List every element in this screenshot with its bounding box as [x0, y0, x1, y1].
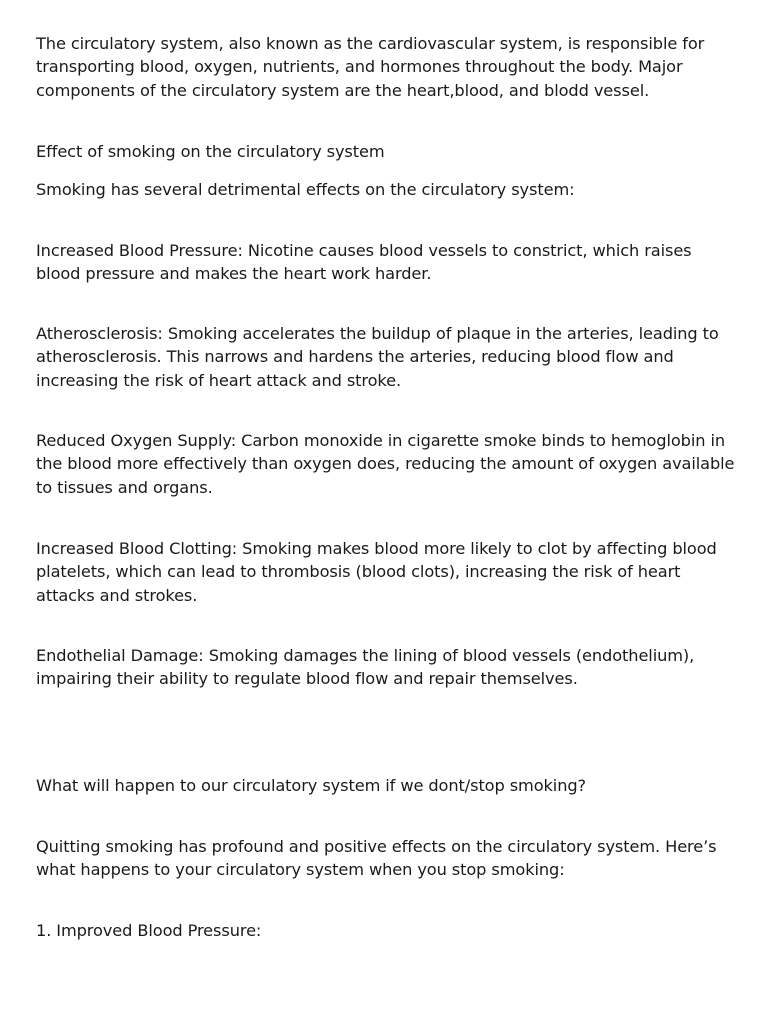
section-lead-paragraph: Smoking has several detrimental effects on the circulatory system:	[36, 180, 575, 199]
effect-oxygen-supply-paragraph: Reduced Oxygen Supply: Carbon monoxide in cigarette smoke binds to hemoglobin in the blood more effectively than oxygen does, reducing the amount of oxygen available to tissues and organs.	[36, 431, 735, 497]
effect-blood-clotting-paragraph: Increased Blood Clotting: Smoking makes blood more likely to clot by affecting blood platelets, which can lead to thrombosis (blood clots), increasing the risk of heart attacks and strokes.	[36, 539, 717, 605]
intro-paragraph: The circulatory system, also known as the cardiovascular system, is responsible for transporting blood, oxygen, nutrients, and hormones throughout the body. Major components of the circulatory system are the heart,blood, and blodd vessel.	[36, 34, 705, 100]
section-heading-quit-smoking: What will happen to our circulatory system if we dont/stop smoking?	[36, 776, 587, 795]
section-heading-smoking-effects: Effect of smoking on the circulatory system	[36, 142, 385, 161]
quit-smoking-lead-paragraph: Quitting smoking has profound and positive effects on the circulatory system. Here’s what happens to your circulatory system when you stop smoking:	[36, 837, 717, 880]
list-item-improved-blood-pressure: 1. Improved Blood Pressure:	[36, 921, 262, 940]
effect-blood-pressure-paragraph: Increased Blood Pressure: Nicotine causes blood vessels to constrict, which raises blood pressure and makes the heart work harder.	[36, 241, 692, 284]
effect-atherosclerosis-paragraph: Atherosclerosis: Smoking accelerates the buildup of plaque in the arteries, leading to atherosclerosis. This narrows and hardens the arteries, reducing blood flow and increasing the risk of heart attack and stroke.	[36, 324, 719, 390]
effect-endothelial-damage-paragraph: Endothelial Damage: Smoking damages the lining of blood vessels (endothelium), impairing their ability to regulate blood flow and repair themselves.	[36, 646, 695, 689]
